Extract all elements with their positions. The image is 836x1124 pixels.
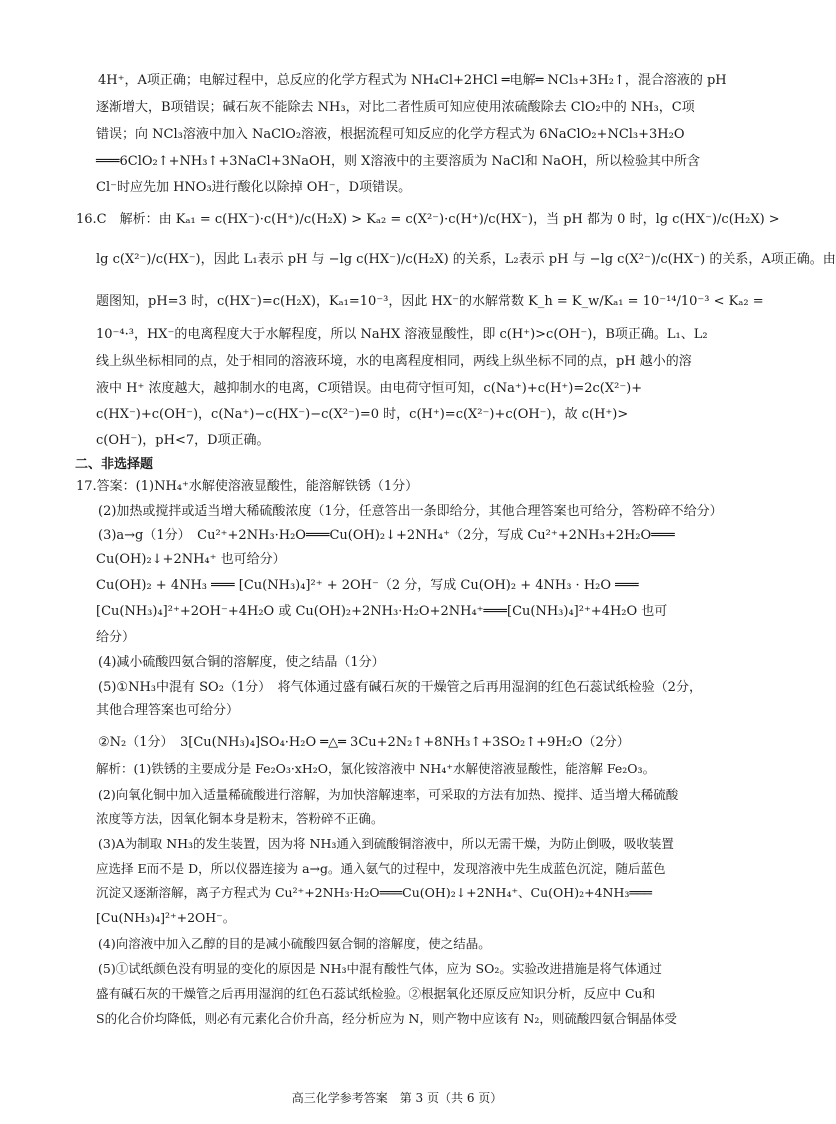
text-line: (2)加热或搅拌或适当增大稀硫酸浓度（1分，任意答出一条即给分，其他合理答案也可给分，答粉碎不给分） — [98, 504, 723, 519]
text-line: 液中 H⁺ 浓度越大，越抑制水的电离，C项错误。由电荷守恒可知，c(Na⁺)+c(H⁺)=2c(X²⁻)+ — [96, 381, 643, 396]
text-line: Cu(OH)₂ + 4NH₃ ═══ [Cu(NH₃)₄]²⁺ + 2OH⁻（2 分，写成 Cu(OH)₂ + 4NH₃ · H₂O ═══ — [96, 578, 639, 593]
text-line: 4H⁺，A项正确；电解过程中，总反应的化学方程式为 NH₄Cl+2HCl ═电解═ NCl₃+3H₂↑，混合溶液的 pH — [98, 73, 727, 88]
explanation-line: (3)A为制取 NH₃的发生装置，因为将 NH₃通入到硫酸铜溶液中，所以无需干燥，为防止倒吸，吸收装置 — [98, 836, 674, 851]
text-line: Cl⁻时应先加 HNO₃进行酸化以除掉 OH⁻，D项错误。 — [96, 180, 412, 195]
text-line: 10⁻⁴·³，HX⁻的电离程度大于水解程度，所以 NaHX 溶液显酸性，即 c(H⁺)>c(OH⁻)，B项正确。L₁、L₂ — [96, 327, 708, 342]
explanation-line: (4)向溶液中加入乙醇的目的是减小硫酸四氨合铜的溶解度，使之结晶。 — [98, 936, 491, 951]
text-line: 逐渐增大，B项错误；碱石灰不能除去 NH₃，对比二者性质可知应使用浓硫酸除去 ClO₂中的 NH₃，C项 — [96, 100, 695, 115]
text-line: 错误；向 NCl₃溶液中加入 NaClO₂溶液，根据流程可知反应的化学方程式为 6NaClO₂+NCl₃+3H₂O — [96, 127, 685, 142]
section-heading: 二、非选择题 — [75, 457, 154, 472]
text-line: 其他合理答案也可给分） — [96, 703, 240, 718]
explanation-line: 沉淀又逐渐溶解，离子方程式为 Cu²⁺+2NH₃·H₂O═══Cu(OH)₂↓+2NH₄⁺、Cu(OH)₂+4NH₃═══ — [96, 885, 652, 900]
text-line: 给分） — [96, 630, 136, 645]
text-line: ②N₂（1分） 3[Cu(NH₃)₄]SO₄·H₂O ═△═ 3Cu+2N₂↑+8NH₃↑+3SO₂↑+9H₂O（2分） — [98, 735, 630, 750]
text-line: 线上纵坐标相同的点，处于相同的溶液环境，水的电离程度相同，两线上纵坐标不同的点，pH 越小的溶 — [96, 354, 692, 369]
text-line: Cu(OH)₂↓+2NH₄⁺ 也可给分） — [96, 552, 286, 567]
explanation-line: 应选择 E而不是 D，所以仪器连接为 a→g。通入氨气的过程中，发现溶液中先生成蓝色沉淀，随后蓝色 — [96, 861, 666, 876]
text-line: [Cu(NH₃)₄]²⁺+2OH⁻+4H₂O 或 Cu(OH)₂+2NH₃·H₂O+2NH₄⁺═══[Cu(NH₃)₄]²⁺+4H₂O 也可 — [96, 604, 668, 619]
explanation-line: 浓度等方法，因氧化铜本身是粉末，答粉碎不正确。 — [96, 811, 384, 826]
text-line: lg c(X²⁻)/c(HX⁻)，因此 L₁表示 pH 与 −lg c(HX⁻)/c(H₂X) 的关系，L₂表示 pH 与 −lg c(X²⁻)/c(HX⁻) 的关系，A项正确。由 — [96, 252, 836, 267]
question-17-answer: 17.答案：(1)NH₄⁺水解使溶液显酸性，能溶解铁锈（1分） — [76, 479, 419, 494]
text-line: c(HX⁻)+c(OH⁻)，c(Na⁺)−c(HX⁻)−c(X²⁻)=0 时，c(H⁺)=c(X²⁻)+c(OH⁻)，故 c(H⁺)> — [96, 407, 629, 422]
text-line: c(OH⁻)，pH<7，D项正确。 — [96, 433, 270, 448]
text-line: ═══6ClO₂↑+NH₃↑+3NaCl+3NaOH，则 X溶液中的主要溶质为 NaCl和 NaOH，所以检验其中所含 — [96, 154, 701, 169]
question-16-answer: 16.C 解析：由 Kₐ₁ = c(HX⁻)·c(H⁺)/c(H₂X) > Kₐ₂ = c(X²⁻)·c(H⁺)/c(HX⁻)，当 pH 都为 0 时，lg c(HX⁻)/c(H₂X) > — [76, 212, 780, 227]
page-footer: 高三化学参考答案 第 3 页（共 6 页） — [291, 1091, 503, 1105]
text-line: 题图知，pH=3 时，c(HX⁻)=c(H₂X)，Kₐ₁=10⁻³，因此 HX⁻的水解常数 K_h = K_w/Kₐ₁ = 10⁻¹⁴/10⁻³ < Kₐ₂ = — [96, 294, 764, 309]
explanation-line: [Cu(NH₃)₄]²⁺+2OH⁻。 — [96, 910, 236, 925]
explanation-line: S的化合价均降低，则必有元素化合价升高，经分析应为 N，则产物中应该有 N₂，则硫酸四氨合铜晶体受 — [96, 1011, 677, 1026]
explanation-line: 解析：(1)铁锈的主要成分是 Fe₂O₃·xH₂O，氯化铵溶液中 NH₄⁺水解使溶液显酸性，能溶解 Fe₂O₃。 — [96, 761, 656, 776]
text-line: (4)减小硫酸四氨合铜的溶解度，使之结晶（1分） — [98, 655, 385, 670]
text-line: (3)a→g（1分） Cu²⁺+2NH₃·H₂O═══Cu(OH)₂↓+2NH₄⁺（2分，写成 Cu²⁺+2NH₃+2H₂O═══ — [98, 528, 675, 543]
explanation-line: (2)向氧化铜中加入适量稀硫酸进行溶解，为加快溶解速率，可采取的方法有加热、搅拌、适当增大稀硫酸 — [98, 787, 679, 802]
explanation-line: (5)①试纸颜色没有明显的变化的原因是 NH₃中混有酸性气体，应为 SO₂。实验改进措施是将气体通过 — [98, 961, 662, 976]
explanation-line: 盛有碱石灰的干燥管之后再用湿润的红色石蕊试纸检验。②根据氧化还原反应知识分析，反应中 Cu和 — [96, 986, 656, 1001]
text-line: (5)①NH₃中混有 SO₂（1分） 将气体通过盛有碱石灰的干燥管之后再用湿润的红色石蕊试纸检验（2分， — [98, 680, 702, 695]
